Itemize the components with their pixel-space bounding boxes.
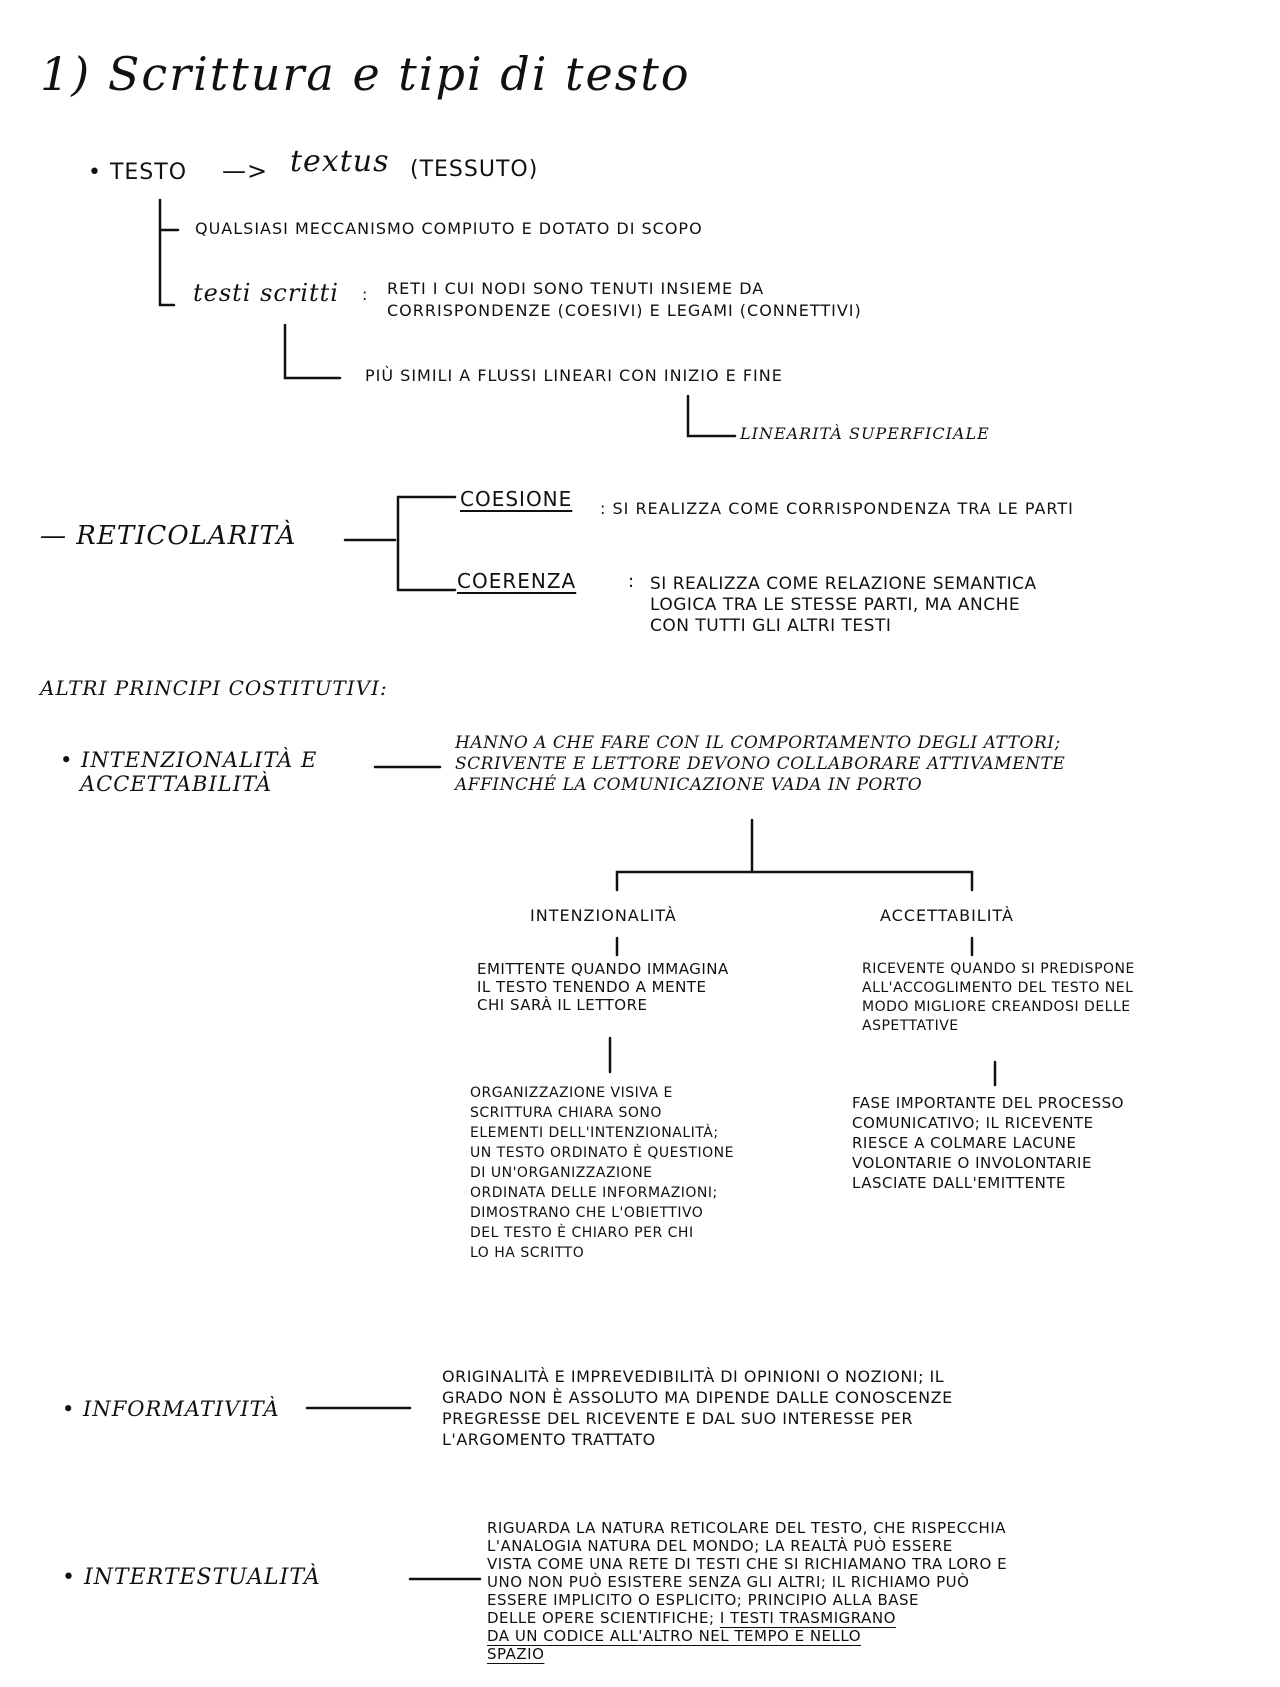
coerenza-term: COERENZA bbox=[457, 569, 577, 593]
scritti-bracket bbox=[285, 325, 340, 378]
testo-def-1: QUALSIASI MECCANISMO COMPIUTO E DOTATO DI SCOPO bbox=[195, 219, 703, 238]
inf-line-2: GRADO NON È ASSOLUTO MA DIPENDE DALLE CONOSCENZE bbox=[442, 1388, 953, 1407]
testo-term: • TESTO bbox=[88, 160, 188, 185]
intenzionalita-title: INTENZIONALITÀ bbox=[530, 906, 677, 925]
int-p2-line-1: ORGANIZZAZIONE VISIVA E bbox=[470, 1085, 673, 1101]
coerenza-def bbox=[650, 574, 1037, 637]
tree-branch bbox=[617, 872, 972, 890]
linearita-text: LINEARITÀ SUPERFICIALE bbox=[740, 424, 990, 443]
acc-p2-line-4: VOLONTARIE O INVOLONTARIE bbox=[852, 1154, 1092, 1172]
int-acc-desc-1: HANNO A CHE FARE CON IL COMPORTAMENTO DEGLI ATTORI; bbox=[455, 733, 1061, 753]
int-t-line-7: DA UN CODICE ALL'ALTRO NEL TEMPO E NELLO bbox=[487, 1627, 862, 1645]
coerenza-line-2: LOGICA TRA LE STESSE PARTI, MA ANCHE bbox=[650, 595, 1021, 615]
int-t-line-6-underlined: I TESTI TRASMIGRANO bbox=[719, 1609, 896, 1627]
acc-p2-line-3: RIESCE A COLMARE LACUNE bbox=[852, 1134, 1077, 1152]
int-p2-line-3: ELEMENTI DELL'INTENZIONALITÀ; bbox=[470, 1125, 719, 1141]
int-t-line-6-text: DELLE OPERE SCIENTIFICHE; bbox=[487, 1609, 715, 1627]
acc-p1-line-3: MODO MIGLIORE CREANDOSI DELLE bbox=[862, 999, 1131, 1015]
testo-meaning: (TESSUTO) bbox=[410, 157, 539, 182]
coesione-term: COESIONE bbox=[460, 487, 573, 511]
flussi-bracket bbox=[688, 396, 735, 436]
reticolarita-bracket bbox=[398, 497, 455, 590]
testo-etym: textus bbox=[290, 144, 390, 179]
scritti-label: testi scritti bbox=[193, 279, 339, 307]
int-p1-line-2: IL TESTO TENENDO A MENTE bbox=[477, 978, 707, 996]
int-p2-line-8: DEL TESTO È CHIARO PER CHI bbox=[470, 1225, 694, 1241]
coerenza-colon: : bbox=[628, 571, 636, 592]
accettabilita-p1 bbox=[862, 960, 1135, 1036]
coerenza-line-3: CON TUTTI GLI ALTRI TESTI bbox=[650, 616, 892, 636]
intertestualita-label: • INTERTESTUALITÀ bbox=[62, 1565, 321, 1590]
informativita-label: • INFORMATIVITÀ bbox=[62, 1397, 280, 1421]
int-acc-desc-2: SCRIVENTE E LETTORE DEVONO COLLABORARE ATTIVAMENTE bbox=[455, 754, 1066, 774]
int-p2-line-2: SCRITTURA CHIARA SONO bbox=[470, 1105, 662, 1121]
int-p2-line-7: DIMOSTRANO CHE L'OBIETTIVO bbox=[470, 1205, 704, 1221]
flussi-text: PIÙ SIMILI A FLUSSI LINEARI CON INIZIO E FINE bbox=[365, 366, 783, 385]
int-t-line-5: ESSERE IMPLICITO O ESPLICITO; PRINCIPIO ALLA BASE bbox=[487, 1591, 920, 1609]
acc-p2-line-5: LASCIATE DALL'EMITTENTE bbox=[852, 1174, 1067, 1192]
int-t-line-4: UNO NON PUÒ ESISTERE SENZA GLI ALTRI; IL RICHIAMO PUÒ bbox=[487, 1573, 970, 1591]
acc-p2-line-2: COMUNICATIVO; IL RICEVENTE bbox=[852, 1114, 1094, 1132]
altri-principi-heading: ALTRI PRINCIPI COSTITUTIVI: bbox=[40, 676, 388, 700]
int-p2-line-6: ORDINATA DELLE INFORMAZIONI; bbox=[470, 1185, 718, 1201]
scritti-line-1: RETI I CUI NODI SONO TENUTI INSIEME DA bbox=[387, 279, 765, 298]
page-title: 1) Scrittura e tipi di testo bbox=[40, 47, 691, 101]
coesione-def: : SI REALIZZA COME CORRISPONDENZA TRA LE PARTI bbox=[600, 499, 1074, 518]
int-p1-line-1: EMITTENTE QUANDO IMMAGINA bbox=[477, 960, 729, 978]
int-t-line-8: SPAZIO bbox=[487, 1645, 545, 1663]
int-p2-line-5: DI UN'ORGANIZZAZIONE bbox=[470, 1165, 653, 1181]
int-acc-desc bbox=[455, 733, 1065, 796]
acc-p1-line-2: ALL'ACCOGLIMENTO DEL TESTO NEL bbox=[862, 980, 1134, 996]
scritti-line-2: CORRISPONDENZE (COESIVI) E LEGAMI (CONNETTIVI) bbox=[387, 301, 862, 320]
int-t-line-1: RIGUARDA LA NATURA RETICOLARE DEL TESTO, CHE RISPECCHIA bbox=[487, 1519, 1006, 1537]
int-p2-line-9: LO HA SCRITTO bbox=[470, 1245, 585, 1261]
accettabilita-title: ACCETTABILITÀ bbox=[880, 906, 1014, 925]
int-t-line-6 bbox=[487, 1609, 1007, 1627]
acc-p2-line-1: FASE IMPORTANTE DEL PROCESSO bbox=[852, 1094, 1124, 1112]
coerenza-line-1: SI REALIZZA COME RELAZIONE SEMANTICA bbox=[650, 574, 1037, 594]
intertestualita-desc bbox=[487, 1519, 1007, 1663]
accettabilita-p2 bbox=[852, 1093, 1124, 1193]
reticolarita-label: — RETICOLARITÀ bbox=[40, 521, 297, 551]
informativita-desc bbox=[442, 1366, 953, 1450]
int-p2-line-4: UN TESTO ORDINATO È QUESTIONE bbox=[470, 1145, 734, 1161]
inf-line-1: ORIGINALITÀ E IMPREVEDIBILITÀ DI OPINIONI O NOZIONI; IL bbox=[442, 1367, 945, 1386]
int-acc-label-1: • INTENZIONALITÀ E bbox=[60, 748, 318, 772]
testo-bracket bbox=[160, 200, 174, 305]
inf-line-3: PREGRESSE DEL RICEVENTE E DAL SUO INTERESSE PER bbox=[442, 1409, 913, 1428]
inf-line-4: L'ARGOMENTO TRATTATO bbox=[442, 1430, 656, 1449]
int-acc-desc-3: AFFINCHÉ LA COMUNICAZIONE VADA IN PORTO bbox=[455, 775, 923, 795]
int-acc-label-2: ACCETTABILITÀ bbox=[80, 772, 273, 796]
int-t-line-3: VISTA COME UNA RETE DI TESTI CHE SI RICHIAMANO TRA LORO E bbox=[487, 1555, 1008, 1573]
testo-arrow: —> bbox=[222, 157, 269, 185]
acc-p1-line-1: RICEVENTE QUANDO SI PREDISPONE bbox=[862, 961, 1135, 977]
intenzionalita-p2 bbox=[470, 1083, 734, 1263]
int-p1-line-3: CHI SARÀ IL LETTORE bbox=[477, 996, 648, 1014]
scritti-colon: : bbox=[362, 285, 369, 304]
int-t-line-2: L'ANALOGIA NATURA DEL MONDO; LA REALTÀ PUÒ ESSERE bbox=[487, 1537, 953, 1555]
acc-p1-line-4: ASPETTATIVE bbox=[862, 1018, 959, 1034]
intenzionalita-p1 bbox=[477, 960, 729, 1014]
